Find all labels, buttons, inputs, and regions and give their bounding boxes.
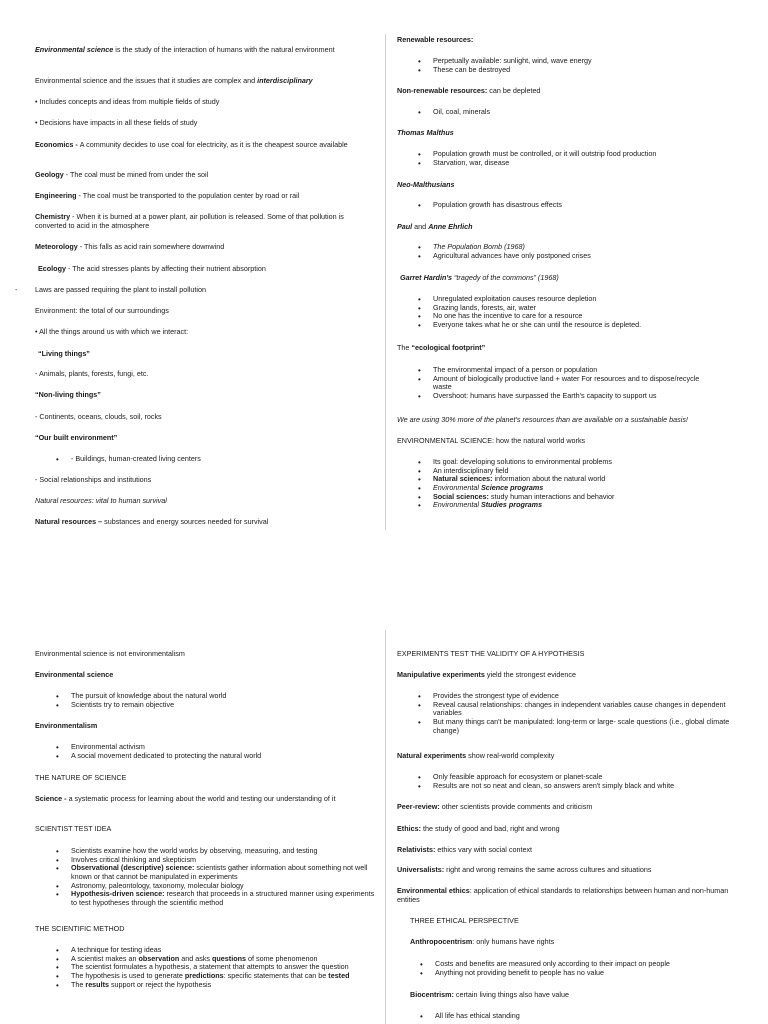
dash-marker: -	[15, 285, 18, 294]
list-item: • The scientist formulates a hypothesis, a statement that attempts to answer the question	[35, 963, 375, 972]
list-item: • A scientist makes an observation and asks questions of some phenomenon	[35, 955, 375, 964]
using-30-percent: We are using 30% more of the planet's resources than are available on a sustainable basis!	[397, 415, 688, 424]
natural-resources-italic: Natural resources: vital to human survival	[35, 496, 167, 505]
scientific-method-heading: THE SCIENTIFIC METHOD	[35, 924, 125, 933]
list-item: • Overshoot: humans have surpassed the Earth's capacity to support us	[397, 392, 717, 401]
list-item: • All life has ethical standing	[399, 1012, 739, 1021]
list-item: • Starvation, war, disease	[397, 159, 737, 168]
laws-paragraph: - Laws are passed requiring the plant to install pollution	[15, 285, 207, 294]
neo-malthusians-list	[397, 201, 737, 210]
built-environment-heading: “Our built environment”	[35, 433, 118, 442]
env-ethics-paragraph: Environmental ethics: application of ethical standards to relationships between human and non-human entities	[397, 886, 729, 904]
meteorology-paragraph: Meteorology - This falls as acid rain somewhere downwind	[35, 242, 225, 251]
peer-review-paragraph: Peer-review: other scientists provide comments and criticism	[397, 802, 593, 811]
malthus-list	[397, 150, 737, 167]
list-item: • The results support or reject the hypothesis	[35, 981, 375, 990]
list-item: • Everyone takes what he or she can until the resource is depleted.	[397, 321, 737, 330]
list-item: • Grazing lands, forests, air, water	[397, 304, 737, 313]
natural-experiments-paragraph: Natural experiments show real-world complexity	[397, 751, 555, 760]
environment-definition: Environment: the total of our surroundings	[35, 306, 169, 315]
list-item: • Environmental Studies programs	[397, 501, 737, 510]
env-science-heading: Environmental science	[35, 670, 114, 679]
living-examples: - Animals, plants, forests, fungi, etc.	[35, 369, 149, 378]
list-item: • Natural sciences: information about the natural world	[397, 475, 737, 484]
nonrenewable-list	[397, 108, 737, 117]
page1-divider	[385, 34, 386, 530]
renewable-list	[397, 57, 737, 74]
list-item: • Anything not providing benefit to people has no value	[399, 969, 739, 978]
nature-of-science-heading: THE NATURE OF SCIENCE	[35, 773, 127, 782]
ehrlich-list	[397, 243, 737, 260]
neo-malthusians-heading: Neo-Malthusians	[397, 180, 455, 189]
scientist-test-heading: SCIENTIST TEST IDEA	[35, 824, 112, 833]
list-item: • Only feasible approach for ecosystem or planet-scale	[397, 773, 737, 782]
list-item: • A social movement dedicated to protecting the natural world	[35, 752, 375, 761]
list-item: • Population growth must be controlled, or it will outstrip food production	[397, 150, 737, 159]
env-sci-definition: Environmental science is the study of the interaction of humans with the natural environment	[35, 45, 335, 54]
anthropocentrism-paragraph: Anthropocentrism: only humans have rights	[410, 937, 555, 946]
list-item: • The environmental impact of a person or population	[397, 366, 717, 375]
list-item: • These can be destroyed	[397, 66, 737, 75]
list-item: • Population growth has disastrous effects	[397, 201, 737, 210]
decisions-line: • Decisions have impacts in all these fields of study	[35, 118, 198, 127]
natural-experiments-list	[397, 773, 737, 790]
includes-line: • Includes concepts and ideas from multiple fields of study	[35, 97, 220, 106]
list-item: • Provides the strongest type of evidence	[397, 692, 737, 701]
list-item: • Scientists examine how the world works by observing, measuring, and testing	[35, 847, 375, 856]
list-item: • Environmental activism	[35, 743, 375, 752]
list-item: • A technique for testing ideas	[35, 946, 375, 955]
list-item: • Reveal causal relationships: changes in independent variables cause changes in dependent variables	[397, 701, 737, 718]
list-item: • The pursuit of knowledge about the natural world	[35, 692, 375, 701]
anthropocentrism-list	[399, 960, 739, 977]
environmentalism-heading: Environmentalism	[35, 721, 98, 730]
list-item: • Results are not so neat and clean, so answers aren't simply black and white	[397, 782, 737, 791]
science-definition: Science - a systematic process for learning about the world and testing our understanding of it	[35, 794, 336, 803]
env-sci-list	[397, 458, 737, 510]
list-item: • Hypothesis-driven science: research that proceeds in a structured manner using experiments to test hypotheses through the scientific method	[35, 890, 375, 907]
geology-paragraph: Geology - The coal must be mined from under the soil	[35, 170, 209, 179]
list-item: • But many things can't be manipulated: long-term or large- scale questions (i.e., global climate change)	[397, 718, 737, 735]
list-item: • - Buildings, human-created living centers	[35, 455, 375, 464]
list-item: • Unregulated exploitation causes resource depletion	[397, 295, 737, 304]
list-item: • No one has the incentive to care for a resource	[397, 312, 737, 321]
list-item: • Social sciences: study human interactions and behavior	[397, 493, 737, 502]
biocentrism-paragraph: Biocentrism: certain living things also have value	[410, 990, 570, 999]
hardin-heading: Garret Hardin's “tragedy of the commons” (1968)	[400, 273, 559, 282]
economics-paragraph: Economics - A community decides to use coal for electricity, as it is the cheapest source available	[35, 140, 348, 149]
biocentrism-list	[399, 1012, 739, 1021]
list-item: • Scientists try to remain objective	[35, 701, 375, 710]
relativists-paragraph: Relativists: ethics vary with social context	[397, 845, 533, 854]
env-science-list	[35, 692, 375, 709]
universalists-paragraph: Universalists: right and wrong remains the same across cultures and situations	[397, 865, 652, 874]
renewable-heading: Renewable resources:	[397, 35, 474, 44]
list-item: • Amount of biologically productive land + water For resources and to dispose/recycle waste	[397, 375, 717, 392]
manipulative-paragraph: Manipulative experiments yield the strongest evidence	[397, 670, 576, 679]
nonrenewable-paragraph: Non-renewable resources: can be depleted	[397, 86, 541, 95]
scientist-test-list	[35, 847, 375, 907]
list-item: • Agricultural advances have only postponed crises	[397, 252, 737, 261]
engineering-paragraph: Engineering - The coal must be transported to the population center by road or rail	[35, 191, 300, 200]
all-things-line: • All the things around us with which we interact:	[35, 327, 189, 336]
ehrlich-heading: Paul and Anne Ehrlich	[397, 222, 473, 231]
living-things-heading: “Living things”	[38, 349, 90, 358]
complex-paragraph: Environmental science and the issues that it studies are complex and interdisciplinary	[35, 76, 313, 85]
scientific-method-list	[35, 946, 375, 989]
list-item: • The hypothesis is used to generate predictions: specific statements that can be tested	[35, 972, 375, 981]
list-item: • The Population Bomb (1968)	[397, 243, 737, 252]
list-item: • Astronomy, paleontology, taxonomy, molecular biology	[35, 882, 375, 891]
natural-resources-definition: Natural resources – substances and energy sources needed for survival	[35, 517, 269, 526]
ethics-paragraph: Ethics: the study of good and bad, right and wrong	[397, 824, 560, 833]
list-item: • Involves critical thinking and skepticism	[35, 856, 375, 865]
env-sci-how-heading: ENVIRONMENTAL SCIENCE: how the natural world works	[397, 436, 586, 445]
not-environmentalism: Environmental science is not environmentalism	[35, 649, 185, 658]
experiments-heading: EXPERIMENTS TEST THE VALIDITY OF A HYPOTHESIS	[397, 649, 585, 658]
list-item: • Observational (descriptive) science: scientists gather information about something not well known or that cannot be manipulated in experiments	[35, 864, 375, 881]
nonliving-things-heading: “Non-living things”	[35, 390, 101, 399]
footprint-heading: The “ecological footprint”	[397, 343, 486, 352]
malthus-heading: Thomas Malthus	[397, 128, 454, 137]
list-item: • Its goal: developing solutions to environmental problems	[397, 458, 737, 467]
footprint-list	[397, 366, 717, 401]
nonliving-examples: - Continents, oceans, clouds, soil, rocks	[35, 412, 162, 421]
page2-divider	[385, 630, 386, 1024]
list-item: • Costs and benefits are measured only according to their impact on people	[399, 960, 739, 969]
list-item: • Oil, coal, minerals	[397, 108, 737, 117]
social-line: - Social relationships and institutions	[35, 475, 152, 484]
ecology-paragraph: Ecology - The acid stresses plants by affecting their nutrient absorption	[38, 264, 266, 273]
environmentalism-list	[35, 743, 375, 760]
manipulative-list	[397, 692, 737, 735]
list-item: • Perpetually available: sunlight, wind, wave energy	[397, 57, 737, 66]
list-item: • An interdisciplinary field	[397, 467, 737, 476]
chemistry-paragraph: Chemistry - When it is burned at a power plant, air pollution is released. Some of that pollution is converted to acid in the atmosphere	[35, 212, 344, 230]
list-item: • Environmental Science programs	[397, 484, 737, 493]
three-ethical-heading: THREE ETHICAL PERSPECTIVE	[410, 916, 519, 925]
built-environment-list	[35, 455, 375, 464]
hardin-list	[397, 295, 737, 330]
